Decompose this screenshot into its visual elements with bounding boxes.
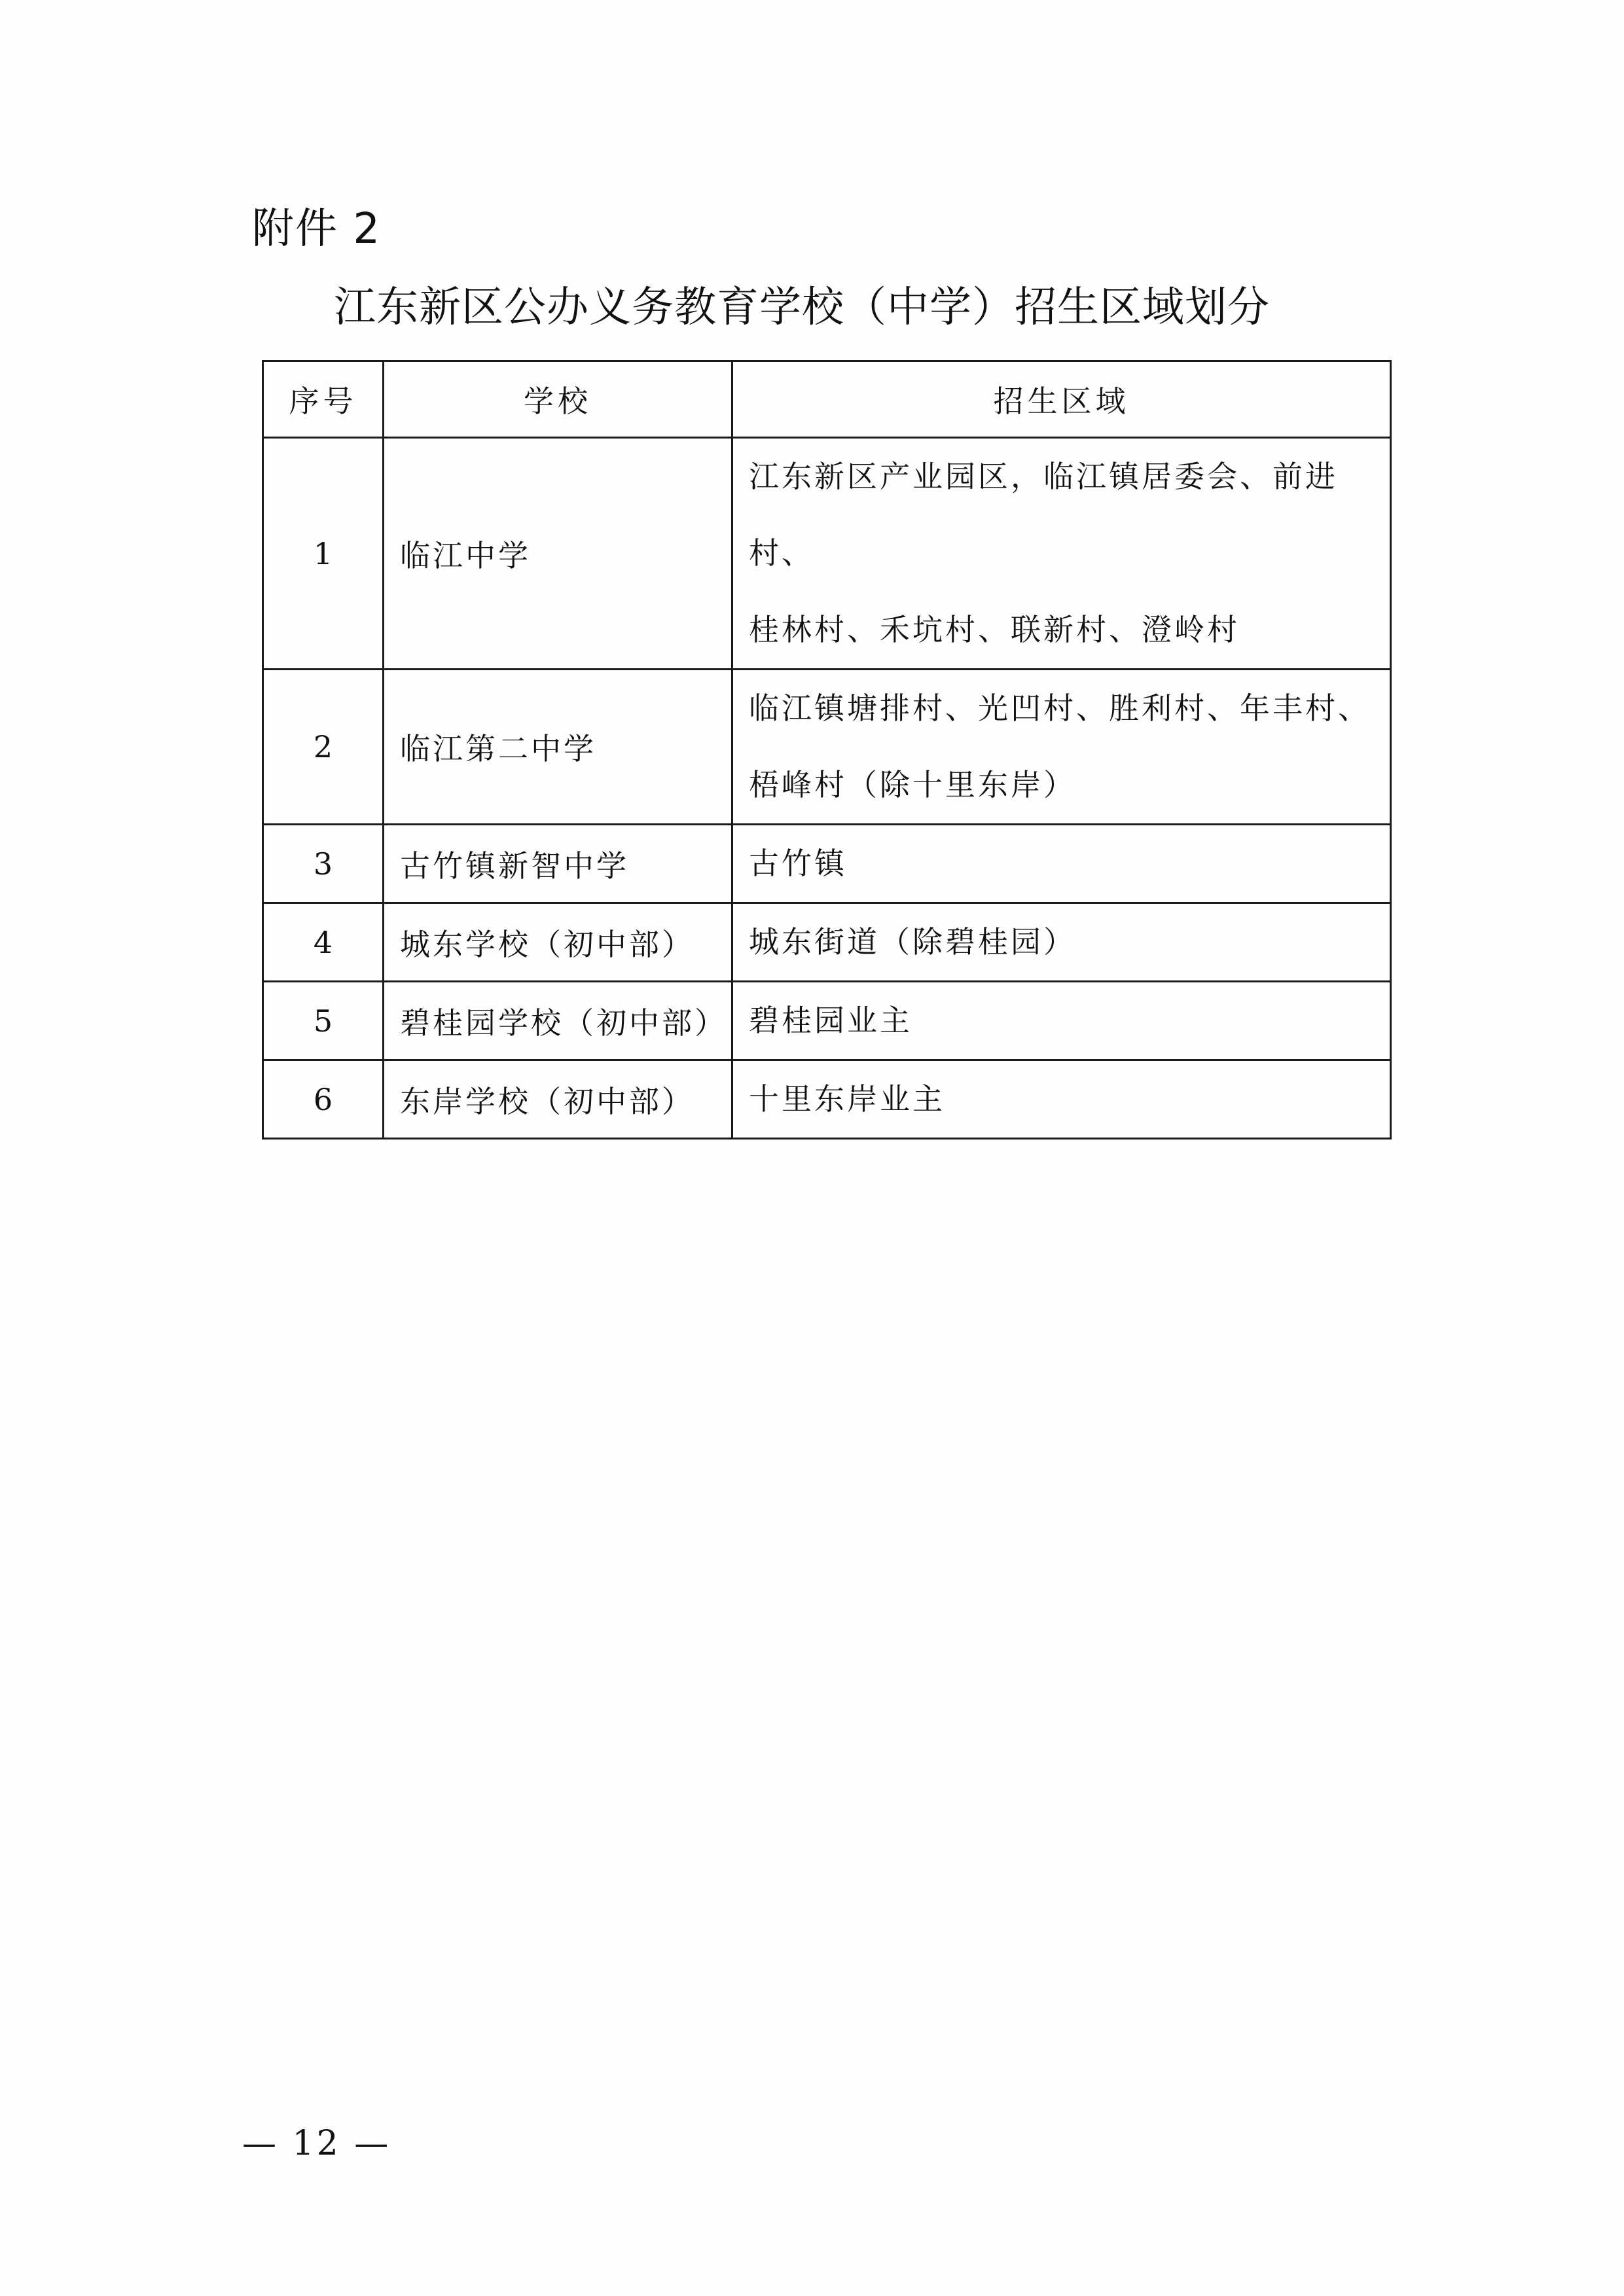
attachment-label: 附件 2 (252, 205, 382, 253)
table-row (263, 982, 1391, 1060)
enrollment-zone-table (262, 360, 1392, 1139)
row-school: 城东学校（初中部） (384, 903, 732, 982)
table-row (263, 670, 1391, 825)
row-area-line: 梧峰村（除十里东岸） (749, 767, 1076, 802)
header-school: 学校 (384, 361, 732, 438)
row-num: 2 (263, 670, 384, 825)
row-num: 5 (263, 982, 384, 1060)
row-num: 6 (263, 1060, 384, 1139)
table-row (263, 903, 1391, 982)
row-num: 3 (263, 825, 384, 903)
table-row (263, 825, 1391, 903)
row-area (732, 438, 1391, 670)
page-number: — 12 — (242, 2124, 391, 2163)
row-area-line: 江东新区产业园区，临江镇居委会、前进村、 (749, 459, 1338, 571)
table-row (263, 1060, 1391, 1139)
row-area: 城东街道（除碧桂园） (732, 903, 1391, 982)
row-area (732, 670, 1391, 825)
row-school: 古竹镇新智中学 (384, 825, 732, 903)
row-school: 临江第二中学 (384, 670, 732, 825)
row-school: 东岸学校（初中部） (384, 1060, 732, 1139)
header-num: 序号 (263, 361, 384, 438)
row-school: 临江中学 (384, 438, 732, 670)
row-num: 4 (263, 903, 384, 982)
row-area: 碧桂园业主 (732, 982, 1391, 1060)
row-area-line: 桂林村、禾坑村、联新村、澄岭村 (749, 612, 1240, 647)
header-area: 招生区域 (732, 361, 1391, 438)
document-title: 江东新区公办义务教育学校（中学）招生区域划分 (334, 283, 1270, 332)
row-school: 碧桂园学校（初中部） (384, 982, 732, 1060)
table-header-row (263, 361, 1391, 438)
row-area-line: 临江镇塘排村、光凹村、胜利村、年丰村、 (749, 691, 1371, 726)
row-area: 古竹镇 (732, 825, 1391, 903)
row-area: 十里东岸业主 (732, 1060, 1391, 1139)
table-row (263, 438, 1391, 670)
row-num: 1 (263, 438, 384, 670)
